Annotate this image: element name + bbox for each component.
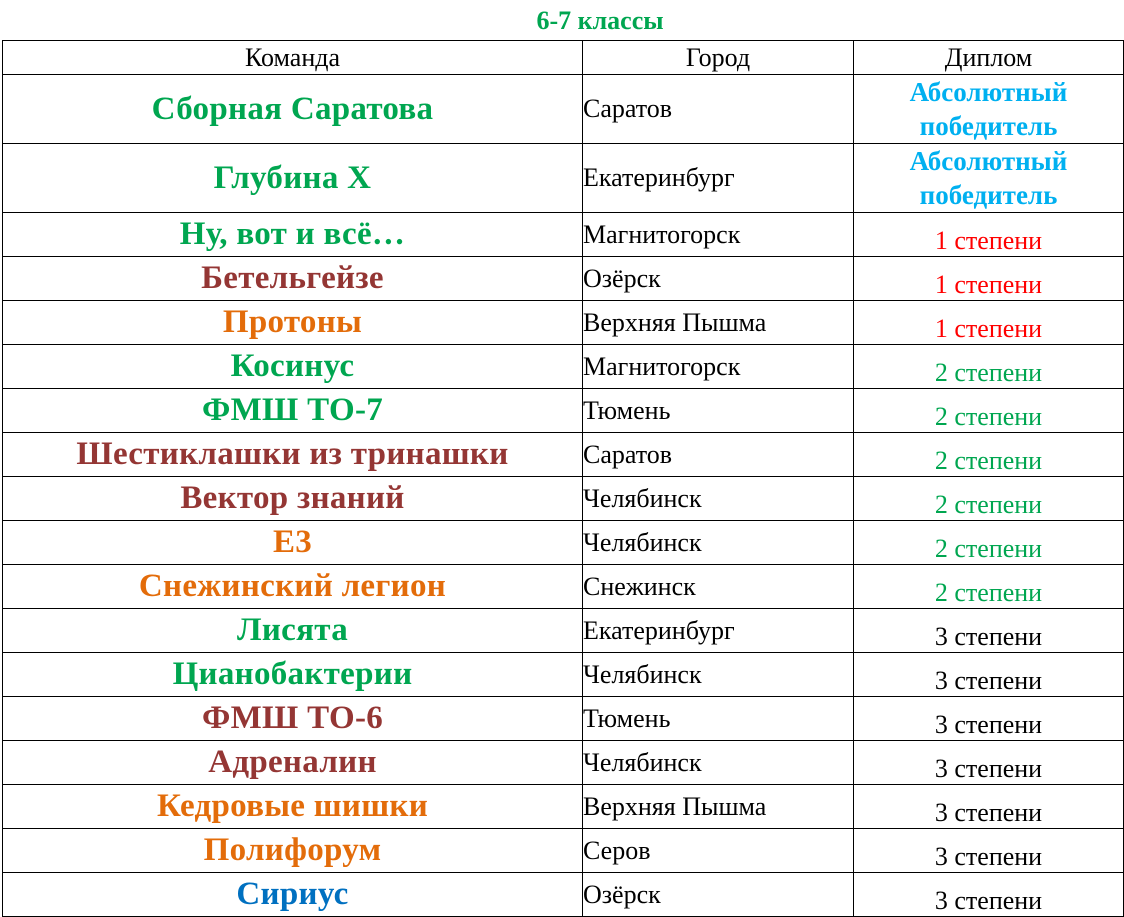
diploma-cell: 2 степени	[854, 477, 1124, 521]
diploma-cell: 3 степени	[854, 697, 1124, 741]
city-cell: Челябинск	[583, 653, 854, 697]
team-name-cell: Цианобактерии	[3, 653, 583, 697]
city-cell: Серов	[583, 829, 854, 873]
team-name-cell: Косинус	[3, 345, 583, 389]
table-row	[3, 873, 1124, 917]
diploma-cell: 2 степени	[854, 345, 1124, 389]
table-header-row	[3, 41, 1124, 75]
table-row	[3, 609, 1124, 653]
table-row	[3, 75, 1124, 144]
team-name-cell: Ну, вот и всё…	[3, 213, 583, 257]
diploma-cell: Абсолютный победитель	[854, 144, 1124, 213]
diploma-cell: 3 степени	[854, 829, 1124, 873]
team-name-cell: Сборная Саратова	[3, 75, 583, 144]
column-header-team: Команда	[3, 41, 583, 75]
team-name-cell: Глубина Х	[3, 144, 583, 213]
table-row	[3, 213, 1124, 257]
table-row	[3, 257, 1124, 301]
team-name-cell: ФМШ ТО-7	[3, 389, 583, 433]
table-row	[3, 653, 1124, 697]
city-cell: Саратов	[583, 75, 854, 144]
city-cell: Челябинск	[583, 477, 854, 521]
column-header-diploma: Диплом	[854, 41, 1124, 75]
table-row	[3, 829, 1124, 873]
team-name-cell: Снежинский легион	[3, 565, 583, 609]
diploma-cell: 3 степени	[854, 741, 1124, 785]
team-name-cell: Полифорум	[3, 829, 583, 873]
city-cell: Тюмень	[583, 389, 854, 433]
diploma-cell: 1 степени	[854, 213, 1124, 257]
city-cell: Екатеринбург	[583, 144, 854, 213]
diploma-cell: 2 степени	[854, 521, 1124, 565]
page-title: 6-7 классы	[536, 6, 664, 35]
city-cell: Магнитогорск	[583, 345, 854, 389]
diploma-cell: Абсолютный победитель	[854, 75, 1124, 144]
team-name-cell: Сириус	[3, 873, 583, 917]
city-cell: Магнитогорск	[583, 213, 854, 257]
diploma-cell: 3 степени	[854, 653, 1124, 697]
city-cell: Озёрск	[583, 873, 854, 917]
city-cell: Екатеринбург	[583, 609, 854, 653]
results-table	[2, 40, 1124, 917]
table-row	[3, 433, 1124, 477]
diploma-cell: 1 степени	[854, 257, 1124, 301]
table-row	[3, 345, 1124, 389]
diploma-cell: 3 степени	[854, 609, 1124, 653]
city-cell: Челябинск	[583, 741, 854, 785]
table-row	[3, 741, 1124, 785]
diploma-cell: 3 степени	[854, 873, 1124, 917]
table-row	[3, 301, 1124, 345]
table-row	[3, 144, 1124, 213]
team-name-cell: Вектор знаний	[3, 477, 583, 521]
table-row	[3, 565, 1124, 609]
city-cell: Озёрск	[583, 257, 854, 301]
table-row	[3, 697, 1124, 741]
table-row	[3, 389, 1124, 433]
diploma-cell: 3 степени	[854, 785, 1124, 829]
table-row	[3, 521, 1124, 565]
city-cell: Снежинск	[583, 565, 854, 609]
team-name-cell: Шестиклашки из тринашки	[3, 433, 583, 477]
table-row	[3, 785, 1124, 829]
team-name-cell: Протоны	[3, 301, 583, 345]
column-header-city: Город	[583, 41, 854, 75]
city-cell: Тюмень	[583, 697, 854, 741]
diploma-cell: 2 степени	[854, 389, 1124, 433]
team-name-cell: Бетельгейзе	[3, 257, 583, 301]
team-name-cell: Кедровые шишки	[3, 785, 583, 829]
table-row	[3, 477, 1124, 521]
diploma-cell: 2 степени	[854, 433, 1124, 477]
diploma-cell: 1 степени	[854, 301, 1124, 345]
team-name-cell: Е3	[3, 521, 583, 565]
city-cell: Саратов	[583, 433, 854, 477]
diploma-cell: 2 степени	[854, 565, 1124, 609]
team-name-cell: Лисята	[3, 609, 583, 653]
city-cell: Челябинск	[583, 521, 854, 565]
team-name-cell: ФМШ ТО-6	[3, 697, 583, 741]
team-name-cell: Адреналин	[3, 741, 583, 785]
city-cell: Верхняя Пышма	[583, 785, 854, 829]
city-cell: Верхняя Пышма	[583, 301, 854, 345]
